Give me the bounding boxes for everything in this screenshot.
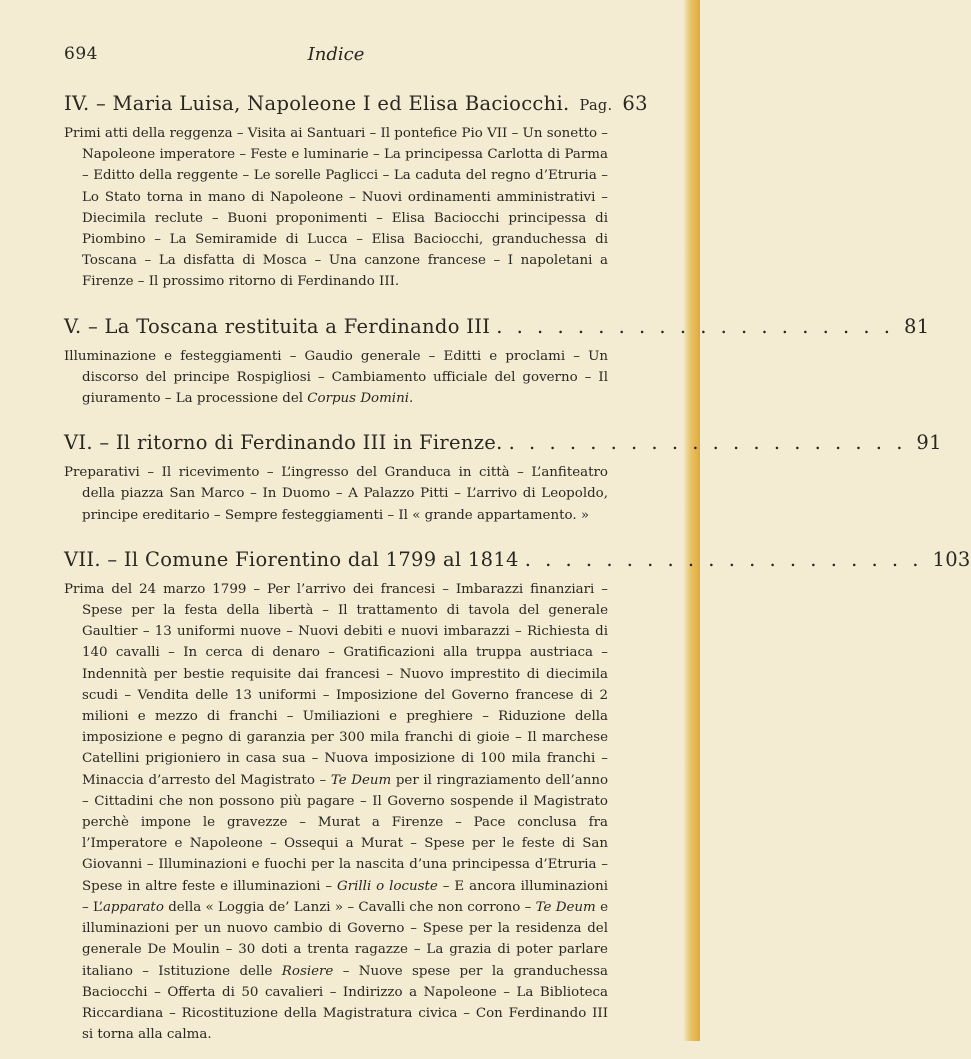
page-number: 694 <box>64 44 98 64</box>
running-head <box>64 40 608 70</box>
summary-italic: Rosiere <box>281 963 334 979</box>
chapter-title: VII. – Il Comune Fiorentino dal 1799 al 1814 <box>64 547 519 571</box>
summary-text: della « Loggia de’ Lanzi » – Cavalli che non corrono – <box>163 899 536 915</box>
summary-text: Prima del 24 marzo 1799 – Per l’arrivo dei francesi – Imbarazzi finanziari – Spese per la festa della libertà – Il trattamento di tavola del generale Gaultier – 13 uniformi nuove – Nuovi debiti e nuovi imbarazzi – Richiesta di 140 cavalli – In cerca di denaro – Gratificazioni alla truppa austriaca – Indennità per bestie requisite dai francesi – Nuovo imprestito di diecimila scudi – Vendita delle 13 uniformi – Imposizione del Governo francese di 2 milioni e mezzo di franchi – Umiliazioni e preghiere – Riduzione della imposizione e pegno di garanzia per 300 mila franchi di gioie – Il marchese Catellini prigioniero in casa sua – Nuova imposizione di 100 mila franchi – Minaccia d’arresto del Magistrato – <box>64 581 608 788</box>
chapter-summary-v <box>64 346 608 410</box>
dot-leader: . . . . . . . . . . . . . . . . . . . . <box>508 431 907 455</box>
running-title: Indice <box>307 44 365 65</box>
summary-text: – Nuove spese per la granduchessa Baciocchi – Offerta di 50 cavalieri – Indirizzo a Napoleone – La Biblioteca Riccardiana – Ricostituzione della Magistratura civica – Con Ferdinando III si torna alla calma. <box>82 963 608 1043</box>
summary-text: per il ringraziamento dell’anno – Cittadini che non possono più pagare – Il Governo sospende il Magistrato perchè impone le gravezze – Murat a Firenze – Pace conclusa fra l’Imperatore e Napoleone – Ossequi a Murat – Spese per le feste di San Giovanni – Illuminazioni e fuochi per la nascita d’una principessa d’Etruria – Spese in altre feste e illuminazioni – <box>82 772 609 894</box>
summary-text: – E ancora illuminazioni – L’ <box>82 878 608 915</box>
page-edge-shading <box>684 0 700 1041</box>
chapter-page-number: 81 <box>904 314 930 338</box>
summary-italic: Te Deum <box>330 772 392 788</box>
summary-text: . <box>409 391 414 407</box>
chapter-title: V. – La Toscana restituita a Ferdinando III <box>64 314 491 338</box>
summary-text: Primi atti della reggenza – Visita ai Santuari – Il pontefice Pio VII – Un sonetto – Napoleone imperatore – Feste e luminarie – La principessa Carlotta di Parma – Editto della reggente – Le sorelle Paglicci – La caduta del regno d’Etruria – Lo Stato torna in mano di Napoleone – Nuovi ordinamenti amministrativi – Diecimila reclute – Buoni proponimenti – Elisa Baciocchi principessa di Piombino – La Semiramide di Lucca – Elisa Baciocchi, granduchessa di Toscana – La disfatta di Mosca – Una canzone francese – I napoletani a Firenze – Il prossimo ritorno di Ferdinando III. <box>64 126 608 290</box>
dot-leader: . . . . . . . . . . . . . . . . . . . . <box>496 314 894 338</box>
summary-text: Illuminazione e festeggiamenti – Gaudio generale – Editti e proclami – Un discorso del principe Rospigliosi – Cambiamento ufficiale del governo – Il giuramento – La processione del <box>64 348 608 407</box>
chapter-heading-vii <box>64 547 971 571</box>
chapter-summary-vi <box>64 462 608 526</box>
summary-italic: Corpus Domini <box>307 391 409 407</box>
dot-leader: . . . . . . . . . . . . . . . . . . . . <box>524 547 923 571</box>
chapter-summary-vii <box>64 579 608 1045</box>
chapter-heading-v <box>64 314 930 338</box>
chapter-page-number: 91 <box>916 431 942 455</box>
summary-italic: Te Deum <box>535 899 596 915</box>
book-page <box>64 40 971 1059</box>
summary-italic: apparato <box>102 899 164 915</box>
summary-italic: Grilli o locuste <box>337 878 438 894</box>
summary-text: Preparativi – Il ricevimento – L’ingresso del Granduca in città – L’anfiteatro della piazza San Marco – In Duomo – A Palazzo Pitti – L’arrivo di Leopoldo, principe ereditario – Sempre festeggiamenti – Il « grande appartamento. » <box>64 465 608 523</box>
pag-label: Pag. <box>579 98 613 114</box>
chapter-page-number: 103 <box>932 547 971 571</box>
chapter-title: VI. – Il ritorno di Ferdinando III in Firenze. <box>64 431 503 455</box>
chapter-title: IV. – Maria Luisa, Napoleone I ed Elisa Baciocchi. <box>64 92 570 115</box>
chapter-heading-vi <box>64 431 942 455</box>
chapter-summary-iv <box>64 123 608 293</box>
chapter-heading-iv <box>64 92 648 115</box>
chapter-page-number: 63 <box>622 92 648 115</box>
summary-text: e illuminazioni per un nuovo cambio di Governo – Spese per la residenza del generale De Moulin – 30 doti a trenta ragazze – La grazia di poter parlare italiano – Istituzione delle <box>82 899 608 979</box>
